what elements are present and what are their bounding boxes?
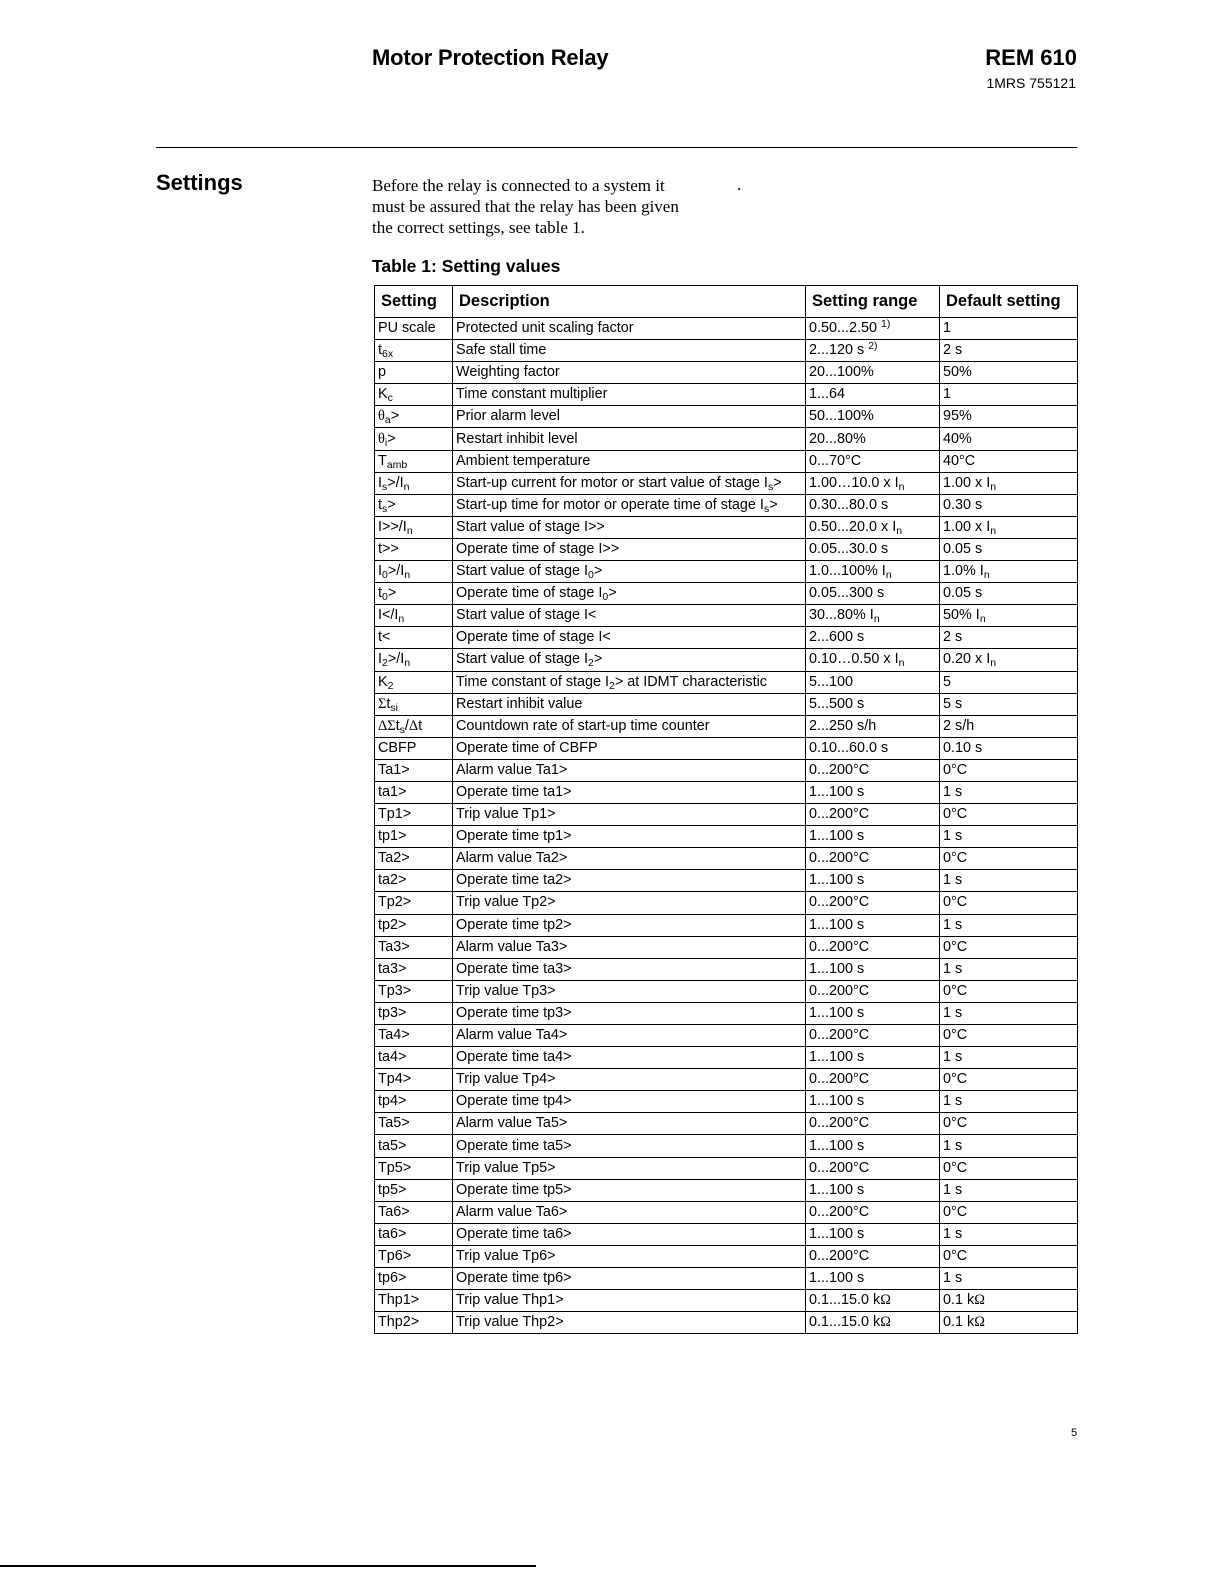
intro-line: must be assured that the relay has been given — [372, 197, 679, 216]
cell-setting-range: 0.10...60.0 s — [806, 737, 940, 759]
cell-description: Safe stall time — [453, 340, 806, 362]
cell-default-setting: 0.1 kΩ — [940, 1290, 1078, 1312]
cell-setting-range: 1...100 s — [806, 870, 940, 892]
cell-description: Operate time of stage I< — [453, 627, 806, 649]
cell-setting: Ta2> — [375, 848, 453, 870]
cell-description: Operate time ta5> — [453, 1135, 806, 1157]
cell-default-setting: 1 s — [940, 1047, 1078, 1069]
table-row — [375, 980, 1078, 1002]
table-row — [375, 538, 1078, 560]
cell-setting-range: 1...64 — [806, 384, 940, 406]
cell-description: Weighting factor — [453, 362, 806, 384]
cell-setting: ta4> — [375, 1047, 453, 1069]
cell-default-setting: 1 s — [940, 914, 1078, 936]
cell-description: Operate time of CBFP — [453, 737, 806, 759]
cell-default-setting: 0°C — [940, 759, 1078, 781]
table-row — [375, 1201, 1078, 1223]
cell-setting: $I_2>/I_n$ — [375, 649, 453, 671]
cell-default-setting: 1 s — [940, 1268, 1078, 1290]
table-row — [375, 649, 1078, 671]
cell-description: Operate time tp3> — [453, 1002, 806, 1024]
cell-default-setting: 1.00 x $I_n$ — [940, 516, 1078, 538]
cell-setting-range: 0...200°C — [806, 1245, 940, 1267]
cell-default-setting: 0°C — [940, 1157, 1078, 1179]
cell-setting-range: 2...600 s — [806, 627, 940, 649]
table-row — [375, 870, 1078, 892]
cell-description: Alarm value Ta5> — [453, 1113, 806, 1135]
cell-default-setting: 0°C — [940, 1113, 1078, 1135]
cell-description: Time constant of stage $I_2>$ at IDMT characteristic — [453, 671, 806, 693]
table-row — [375, 516, 1078, 538]
table-row — [375, 737, 1078, 759]
cell-setting: Tp6> — [375, 1245, 453, 1267]
cell-description: Start value of stage $I_2>$ — [453, 649, 806, 671]
cell-setting-range: 20...80% — [806, 428, 940, 450]
table-row — [375, 671, 1078, 693]
cell-setting-range: 0.05...300 s — [806, 583, 940, 605]
cell-setting: $I</I_n$ — [375, 605, 453, 627]
cell-setting: $\Sigma t_{si}$ — [375, 693, 453, 715]
cell-setting-range: 0...200°C — [806, 759, 940, 781]
cell-setting-range: 1...100 s — [806, 1047, 940, 1069]
cell-default-setting: 0°C — [940, 804, 1078, 826]
cell-description: Operate time of stage $I_0>$ — [453, 583, 806, 605]
cell-setting-range: 50...100% — [806, 406, 940, 428]
table-row — [375, 848, 1078, 870]
cell-setting: Thp2> — [375, 1312, 453, 1334]
intro-line: the correct settings, see table 1. — [372, 218, 585, 237]
cell-setting: ta5> — [375, 1135, 453, 1157]
table-row — [375, 450, 1078, 472]
table-row — [375, 583, 1078, 605]
table-row — [375, 1091, 1078, 1113]
cell-description: Alarm value Ta3> — [453, 936, 806, 958]
table-row — [375, 1290, 1078, 1312]
cell-setting: tp3> — [375, 1002, 453, 1024]
cell-description: Operate time tp1> — [453, 826, 806, 848]
cell-default-setting: 0°C — [940, 1025, 1078, 1047]
cell-setting: $\theta_i>$ — [375, 428, 453, 450]
cell-default-setting: 1 s — [940, 1091, 1078, 1113]
cell-setting: Thp1> — [375, 1290, 453, 1312]
cell-setting: $K_2$ — [375, 671, 453, 693]
cell-default-setting: 1 s — [940, 958, 1078, 980]
cell-setting-range: 0.30...80.0 s — [806, 494, 940, 516]
cell-setting-range: 0...200°C — [806, 804, 940, 826]
cell-default-setting: 0.1 kΩ — [940, 1312, 1078, 1334]
cell-setting: ta2> — [375, 870, 453, 892]
stray-mark: . — [737, 175, 742, 194]
cell-setting-range: 0.50...2.50 $^{1)}$ — [806, 318, 940, 340]
cell-default-setting: 1.0% $I_n$ — [940, 561, 1078, 583]
cell-setting-range: 0...200°C — [806, 1069, 940, 1091]
cell-default-setting: 40°C — [940, 450, 1078, 472]
table-row — [375, 605, 1078, 627]
cell-description: Start value of stage $I_0>$ — [453, 561, 806, 583]
cell-setting-range: 0.1...15.0 kΩ — [806, 1290, 940, 1312]
cell-setting: tp1> — [375, 826, 453, 848]
cell-description: Operate time of stage I>> — [453, 538, 806, 560]
cell-setting-range: 0...200°C — [806, 848, 940, 870]
cell-description: Countdown rate of start-up time counter — [453, 715, 806, 737]
table-row — [375, 1157, 1078, 1179]
table-row — [375, 1135, 1078, 1157]
cell-default-setting: 1 s — [940, 1179, 1078, 1201]
cell-description: Alarm value Ta2> — [453, 848, 806, 870]
cell-setting-range: 0.05...30.0 s — [806, 538, 940, 560]
cell-description: Operate time tp5> — [453, 1179, 806, 1201]
cell-setting-range: 20...100% — [806, 362, 940, 384]
cell-description: Trip value Tp1> — [453, 804, 806, 826]
cell-setting-range: 30...80% $I_n$ — [806, 605, 940, 627]
cell-default-setting: 2 s/h — [940, 715, 1078, 737]
document-number: 1MRS 755121 — [986, 75, 1076, 91]
cell-setting-range: 2...250 s/h — [806, 715, 940, 737]
table-row — [375, 406, 1078, 428]
cell-description: Operate time tp6> — [453, 1268, 806, 1290]
cell-setting: Ta6> — [375, 1201, 453, 1223]
cell-default-setting: 1 s — [940, 870, 1078, 892]
cell-setting: $t_{6x}$ — [375, 340, 453, 362]
table-row — [375, 472, 1078, 494]
cell-default-setting: 0.20 x $I_n$ — [940, 649, 1078, 671]
table-row — [375, 1268, 1078, 1290]
table-row — [375, 914, 1078, 936]
table-row — [375, 1069, 1078, 1091]
cell-setting: $K_c$ — [375, 384, 453, 406]
cell-description: Start-up time for motor or operate time of stage $I_s>$ — [453, 494, 806, 516]
cell-description: Start-up current for motor or start value of stage $I_s>$ — [453, 472, 806, 494]
cell-default-setting: 1 s — [940, 1135, 1078, 1157]
column-header-default-setting: Default setting — [940, 286, 1078, 318]
cell-description: Trip value Tp5> — [453, 1157, 806, 1179]
table-row — [375, 1047, 1078, 1069]
cell-setting: PU scale — [375, 318, 453, 340]
column-header-description: Description — [453, 286, 806, 318]
section-heading: Settings — [156, 170, 243, 195]
cell-default-setting: 40% — [940, 428, 1078, 450]
cell-setting-range: 0...200°C — [806, 1113, 940, 1135]
cell-default-setting: 5 — [940, 671, 1078, 693]
cell-description: Operate time ta2> — [453, 870, 806, 892]
cell-setting-range: 1.00…10.0 x $I_n$ — [806, 472, 940, 494]
table-row — [375, 561, 1078, 583]
cell-setting: Tp1> — [375, 804, 453, 826]
cell-description: Trip value Thp1> — [453, 1290, 806, 1312]
cell-setting-range: 0...200°C — [806, 1157, 940, 1179]
cell-setting-range: 2...120 s $^{2)}$ — [806, 340, 940, 362]
cell-default-setting: 0°C — [940, 980, 1078, 1002]
cell-setting-range: 1...100 s — [806, 1268, 940, 1290]
cell-setting-range: 1...100 s — [806, 914, 940, 936]
cell-default-setting: 2 s — [940, 340, 1078, 362]
cell-setting-range: 0...200°C — [806, 892, 940, 914]
cell-default-setting: 2 s — [940, 627, 1078, 649]
table-row — [375, 958, 1078, 980]
cell-default-setting: 1.00 x $I_n$ — [940, 472, 1078, 494]
cell-description: Restart inhibit value — [453, 693, 806, 715]
cell-setting: Ta5> — [375, 1113, 453, 1135]
table-row — [375, 1245, 1078, 1267]
table-row — [375, 384, 1078, 406]
cell-setting-range: 0...200°C — [806, 980, 940, 1002]
cell-default-setting: 1 s — [940, 826, 1078, 848]
cell-setting-range: 0.10…0.50 x $I_n$ — [806, 649, 940, 671]
cell-description: Operate time tp2> — [453, 914, 806, 936]
intro-line: Before the relay is connected to a system it — [372, 176, 665, 195]
cell-setting-range: 1...100 s — [806, 1002, 940, 1024]
column-header-setting: Setting — [375, 286, 453, 318]
cell-setting: $t_0>$ — [375, 583, 453, 605]
table-row — [375, 1179, 1078, 1201]
cell-description: Operate time ta3> — [453, 958, 806, 980]
cell-setting-range: 5...500 s — [806, 693, 940, 715]
cell-description: Prior alarm level — [453, 406, 806, 428]
cell-setting: $I_0>/I_n$ — [375, 561, 453, 583]
table-row — [375, 804, 1078, 826]
cell-description: Alarm value Ta1> — [453, 759, 806, 781]
cell-default-setting: 1 s — [940, 1223, 1078, 1245]
cell-setting: Ta4> — [375, 1025, 453, 1047]
footer-divider — [0, 1565, 536, 1567]
cell-description: Alarm value Ta6> — [453, 1201, 806, 1223]
table-row — [375, 494, 1078, 516]
product-name: REM 610 — [985, 45, 1077, 70]
cell-setting: Tp3> — [375, 980, 453, 1002]
cell-setting: CBFP — [375, 737, 453, 759]
cell-description: Protected unit scaling factor — [453, 318, 806, 340]
settings-table — [374, 285, 1078, 1334]
table-row — [375, 892, 1078, 914]
table-row — [375, 759, 1078, 781]
cell-setting: ta1> — [375, 781, 453, 803]
table-row — [375, 362, 1078, 384]
cell-setting-range: 0.1...15.0 kΩ — [806, 1312, 940, 1334]
table-row — [375, 826, 1078, 848]
cell-description: Trip value Thp2> — [453, 1312, 806, 1334]
cell-setting: tp6> — [375, 1268, 453, 1290]
cell-setting: tp5> — [375, 1179, 453, 1201]
cell-description: Ambient temperature — [453, 450, 806, 472]
cell-setting: t>> — [375, 538, 453, 560]
cell-setting: Ta1> — [375, 759, 453, 781]
table-body — [375, 318, 1078, 1334]
cell-description: Alarm value Ta4> — [453, 1025, 806, 1047]
cell-setting: ΔΣt$_s$/Δt — [375, 715, 453, 737]
cell-default-setting: 0.10 s — [940, 737, 1078, 759]
cell-default-setting: 0.30 s — [940, 494, 1078, 516]
cell-setting-range: 1...100 s — [806, 826, 940, 848]
cell-setting-range: 1.0...100% $I_n$ — [806, 561, 940, 583]
header-divider — [156, 147, 1077, 148]
cell-setting: Tp4> — [375, 1069, 453, 1091]
cell-setting-range: 1...100 s — [806, 1091, 940, 1113]
cell-description: Trip value Tp4> — [453, 1069, 806, 1091]
table-row — [375, 1113, 1078, 1135]
cell-setting-range: 1...100 s — [806, 958, 940, 980]
cell-setting: Tp2> — [375, 892, 453, 914]
column-header-setting-range: Setting range — [806, 286, 940, 318]
cell-setting-range: 1...100 s — [806, 781, 940, 803]
cell-description: Operate time tp4> — [453, 1091, 806, 1113]
cell-default-setting: 0°C — [940, 1201, 1078, 1223]
cell-description: Trip value Tp2> — [453, 892, 806, 914]
cell-default-setting: 1 — [940, 384, 1078, 406]
cell-default-setting: 95% — [940, 406, 1078, 428]
table-row — [375, 318, 1078, 340]
cell-setting: $\theta_a>$ — [375, 406, 453, 428]
table-row — [375, 1002, 1078, 1024]
cell-default-setting: 0°C — [940, 848, 1078, 870]
intro-paragraph — [372, 175, 752, 238]
cell-setting-range: 0...200°C — [806, 1201, 940, 1223]
cell-setting: Ta3> — [375, 936, 453, 958]
table-row — [375, 340, 1078, 362]
cell-default-setting: 0°C — [940, 1069, 1078, 1091]
cell-default-setting: 0.05 s — [940, 583, 1078, 605]
cell-description: Operate time ta4> — [453, 1047, 806, 1069]
table-row — [375, 627, 1078, 649]
cell-setting-range: 0...200°C — [806, 1025, 940, 1047]
cell-default-setting: 5 s — [940, 693, 1078, 715]
cell-description: Restart inhibit level — [453, 428, 806, 450]
cell-default-setting: 1 s — [940, 1002, 1078, 1024]
cell-default-setting: 0°C — [940, 936, 1078, 958]
cell-default-setting: 1 s — [940, 781, 1078, 803]
cell-setting-range: 1...100 s — [806, 1179, 940, 1201]
cell-setting: $T_{amb}$ — [375, 450, 453, 472]
document-title: Motor Protection Relay — [372, 45, 609, 70]
cell-setting: $I_s>/I_n$ — [375, 472, 453, 494]
table-row — [375, 936, 1078, 958]
cell-setting: ta6> — [375, 1223, 453, 1245]
cell-setting: $I>>/I_n$ — [375, 516, 453, 538]
cell-setting: p — [375, 362, 453, 384]
cell-default-setting: 0°C — [940, 1245, 1078, 1267]
cell-description: Operate time ta6> — [453, 1223, 806, 1245]
cell-setting-range: 1...100 s — [806, 1135, 940, 1157]
cell-setting-range: 0.50...20.0 x $I_n$ — [806, 516, 940, 538]
cell-default-setting: 50% — [940, 362, 1078, 384]
cell-default-setting: 50% $I_n$ — [940, 605, 1078, 627]
page-number: 5 — [1071, 1427, 1078, 1439]
table-row — [375, 715, 1078, 737]
cell-default-setting: 0°C — [940, 892, 1078, 914]
cell-setting: Tp5> — [375, 1157, 453, 1179]
table-caption: Table 1: Setting values — [372, 256, 561, 276]
cell-default-setting: 1 — [940, 318, 1078, 340]
cell-description: Operate time ta1> — [453, 781, 806, 803]
cell-description: Time constant multiplier — [453, 384, 806, 406]
table-row — [375, 781, 1078, 803]
table-row — [375, 1025, 1078, 1047]
cell-setting-range: 0...70°C — [806, 450, 940, 472]
table-row — [375, 1312, 1078, 1334]
cell-setting: ta3> — [375, 958, 453, 980]
cell-default-setting: 0.05 s — [940, 538, 1078, 560]
cell-description: Trip value Tp3> — [453, 980, 806, 1002]
cell-description: Start value of stage I< — [453, 605, 806, 627]
table-row — [375, 1223, 1078, 1245]
cell-setting: tp4> — [375, 1091, 453, 1113]
table-row — [375, 428, 1078, 450]
cell-setting-range: 0...200°C — [806, 936, 940, 958]
table-row — [375, 693, 1078, 715]
cell-setting-range: 5...100 — [806, 671, 940, 693]
cell-setting: tp2> — [375, 914, 453, 936]
table-header-row — [375, 286, 1078, 318]
cell-setting-range: 1...100 s — [806, 1223, 940, 1245]
cell-description: Trip value Tp6> — [453, 1245, 806, 1267]
cell-setting: t< — [375, 627, 453, 649]
cell-setting: $t_s>$ — [375, 494, 453, 516]
cell-description: Start value of stage I>> — [453, 516, 806, 538]
